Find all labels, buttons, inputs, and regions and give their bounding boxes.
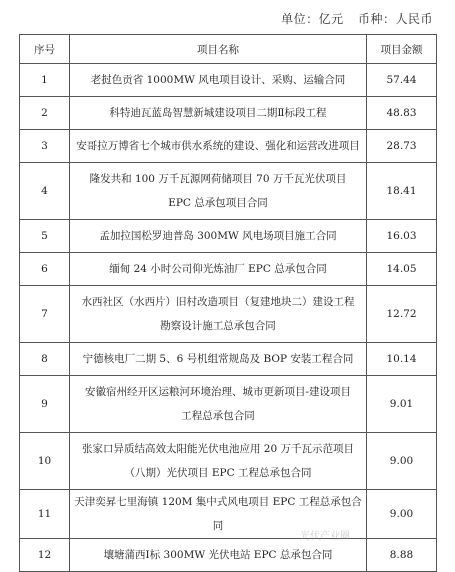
watermark-text: 光伏产业圈 [300,531,350,542]
header-project-amount: 项目金额 [367,35,437,64]
cell-project-amount: 14.05 [367,253,437,286]
project-name-line: 孟加拉国松罗迪普岛 300MW 风电场项目施工合同 [99,230,337,242]
unit-label: 单位：亿元 [281,12,344,26]
cell-project-name [70,376,367,433]
header-serial-number: 序号 [20,35,70,64]
cell-project-name [70,253,367,286]
table-row [20,433,437,490]
cell-serial-number: 8 [20,343,70,376]
header-project-name: 项目名称 [70,35,367,64]
table-row [20,130,437,163]
cell-project-name [70,163,367,220]
project-name-line: 隆发共和 100 万千瓦源网荷储项目 70 万千瓦光伏项目 [89,173,347,185]
cell-project-name [70,220,367,253]
table-row [20,539,437,572]
table-body [20,64,437,572]
cell-serial-number: 12 [20,539,70,572]
cell-project-name [70,97,367,130]
cell-project-amount: 12.72 [367,286,437,343]
cell-project-name [70,130,367,163]
cell-serial-number: 11 [20,490,70,539]
cell-serial-number: 7 [20,286,70,343]
project-name-line: 勘察设计施工总承包合同 [160,320,276,332]
table-row [20,97,437,130]
cell-serial-number: 3 [20,130,70,163]
project-name-line: 张家口异质结高效太阳能光伏电池应用 20 万千瓦示范项目 [81,443,355,455]
project-name-line: 缅甸 24 小时公司仰光炼油厂 EPC 总承包合同 [109,263,327,275]
unit-currency-line [281,10,433,27]
cell-project-amount: 57.44 [367,64,437,97]
cell-project-name [70,343,367,376]
cell-project-name [70,286,367,343]
project-name-line: （八期）光伏项目 EPC 工程总承包合同 [124,467,312,479]
cell-project-name [70,64,367,97]
cell-serial-number: 1 [20,64,70,97]
cell-project-name [70,539,367,572]
table-row [20,64,437,97]
table-row [20,220,437,253]
table-row [20,343,437,376]
cell-serial-number: 2 [20,97,70,130]
cell-project-amount: 10.14 [367,343,437,376]
table-row [20,163,437,220]
currency-label: 币种：人民币 [357,12,433,26]
cell-project-amount: 28.73 [367,130,437,163]
cell-serial-number: 6 [20,253,70,286]
cell-serial-number: 5 [20,220,70,253]
project-name-line: 天津奕昇七里海镇 120M 集中式风电项目 EPC 工程总承包合同 [74,496,362,532]
table-row [20,490,437,539]
cell-serial-number: 10 [20,433,70,490]
project-name-line: 老挝色贡省 1000MW 风电项目设计、采购、运输合同 [90,74,346,86]
cell-project-amount: 18.41 [367,163,437,220]
project-name-line: 宁德核电厂二期 5、6 号机组常规岛及 BOP 安装工程合同 [82,353,354,365]
project-table [19,34,437,572]
cell-project-amount: 9.00 [367,490,437,539]
cell-serial-number: 4 [20,163,70,220]
project-name-line: EPC 总承包项目合同 [168,197,268,209]
table-row [20,253,437,286]
table-row [20,376,437,433]
project-name-line: 安徽宿州经开区运粮河环境治理、城市更新项目-建设项目 [84,386,352,398]
table-row [20,286,437,343]
cell-project-name [70,433,367,490]
cell-project-amount: 16.03 [367,220,437,253]
cell-project-amount: 9.00 [367,433,437,490]
project-name-line: 科特迪瓦蓝岛智慧新城建设项目二期Ⅱ标段工程 [109,107,327,119]
cell-project-amount: 9.01 [367,376,437,433]
project-name-line: 水西社区（水西片）旧村改造项目（复建地块二）建设工程 [81,296,355,308]
project-name-line: 壤塘蒲西Ⅰ标 300MW 光伏电站 EPC 总承包合同 [103,549,333,561]
cell-serial-number: 9 [20,376,70,433]
cell-project-amount: 48.83 [367,97,437,130]
cell-project-amount: 8.88 [367,539,437,572]
project-name-line: 安哥拉万博省七个城市供水系统的建设、强化和运营改进项目 [76,140,360,152]
table-header-row [20,35,437,64]
project-name-line: 工程总承包合同 [181,410,255,422]
